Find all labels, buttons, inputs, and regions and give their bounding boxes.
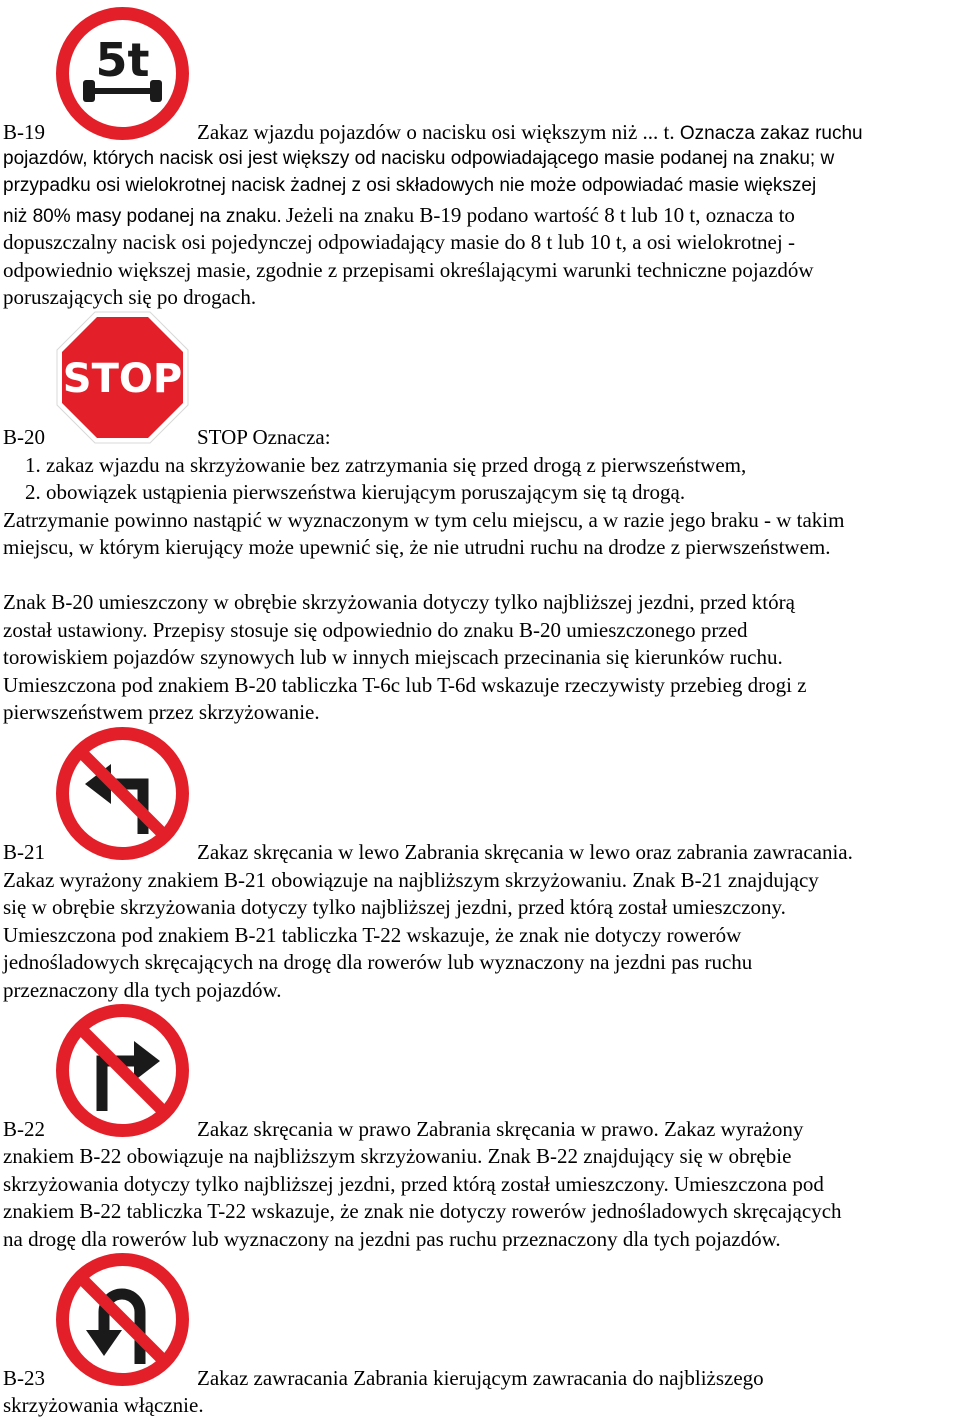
b19-line: przypadku osi wielokrotnej nacisk żadnej z osi składowych nie może odpowiadać masie większej	[3, 175, 817, 196]
b19-sign-text: 5t	[95, 33, 150, 87]
b21-line: Zakaz wyrażony znakiem B-21 obowiązuje na najbliższym skrzyżowaniu. Znak B-21 znajdujący	[3, 868, 819, 892]
b20-line: torowiskiem pojazdów szynowych lub w innych miejscach przecinania się kierunków ruchu.	[3, 645, 783, 669]
b20-line: Umieszczona pod znakiem B-20 tabliczka T-6c lub T-6d wskazuje rzeczywisty przebieg drogi z	[3, 673, 807, 697]
b19-line: poruszających się po drogach.	[3, 285, 257, 309]
b21-line: jednośladowych skręcających na drogę dla rowerów lub wyznaczony na jezdni pas ruchu	[3, 950, 753, 974]
b19-sign-icon	[55, 6, 190, 141]
b20-title: STOP Oznacza:	[197, 425, 331, 449]
b21-title: Zakaz skręcania w lewo Zabrania skręcania w lewo oraz zabrania zawracania.	[197, 840, 853, 864]
b19-line: pojazdów, których nacisk osi jest większy od nacisku odpowiadającego masie podanej na znaku; w	[3, 148, 835, 169]
b23-code: B-23	[3, 1366, 45, 1390]
b20-list-item: 2. obowiązek ustąpienia pierwszeństwa kierującym poruszającym się tą drogą.	[25, 480, 686, 504]
b20-code: B-20	[3, 425, 45, 449]
b22-line: znakiem B-22 obowiązuje na najbliższym skrzyżowaniu. Znak B-22 znajdujący się w obrębie	[3, 1144, 792, 1168]
b19-line-part: niż 80% masy podanej na znaku.	[3, 206, 282, 227]
b20-line: miejscu, w którym kierujący może upewnić się, że nie utrudni ruchu na drodze z pierwszeństwem.	[3, 535, 831, 559]
b21-code: B-21	[3, 840, 45, 864]
b19-title-tail: Oznacza zakaz ruchu	[674, 123, 863, 144]
b21-no-left-turn-icon	[55, 726, 190, 861]
b20-stop-sign-icon	[55, 310, 190, 445]
b20-line: Znak B-20 umieszczony w obrębie skrzyżowania dotyczy tylko najbliższej jezdni, przed którą	[3, 590, 795, 614]
b19-line: dopuszczalny nacisk osi pojedynczej odpowiadający masie do 8 t lub 10 t, a osi wielokrotnej -	[3, 230, 795, 254]
b23-no-u-turn-icon	[55, 1252, 190, 1387]
b22-line: skrzyżowania dotyczy tylko najbliższej jezdni, przed którą został umieszczony. Umieszczona pod	[3, 1172, 824, 1196]
b21-line: Umieszczona pod znakiem B-21 tabliczka T-22 wskazuje, że znak nie dotyczy rowerów	[3, 923, 742, 947]
b19-line: odpowiednio większej masie, zgodnie z przepisami określającymi warunki techniczne pojazdów	[3, 258, 814, 282]
b22-line: znakiem B-22 tabliczka T-22 wskazuje, że znak nie dotyczy rowerów jednośladowych skręcających	[3, 1199, 842, 1223]
b22-code: B-22	[3, 1117, 45, 1141]
b19-line-part: Jeżeli na znaku B-19 podano wartość 8 t lub 10 t, oznacza to	[285, 203, 795, 227]
b19-title	[197, 119, 863, 148]
b22-title: Zakaz skręcania w prawo Zabrania skręcania w prawo. Zakaz wyrażony	[197, 1117, 804, 1141]
b22-line: na drogę dla rowerów lub wyznaczony na jezdni pas ruchu przeznaczony dla tych pojazdów.	[3, 1227, 781, 1251]
b22-no-right-turn-icon	[55, 1003, 190, 1138]
b20-line: Zatrzymanie powinno nastąpić w wyznaczonym w tym celu miejscu, a w razie jego braku - w takim	[3, 508, 845, 532]
b20-line: pierwszeństwem przez skrzyżowanie.	[3, 700, 320, 724]
b23-line: skrzyżowania włącznie.	[3, 1393, 204, 1417]
b20-line: został ustawiony. Przepisy stosuje się odpowiednio do znaku B-20 umieszczonego przed	[3, 618, 748, 642]
b23-title: Zakaz zawracania Zabrania kierującym zawracania do najbliższego	[197, 1366, 764, 1390]
b19-line	[3, 202, 795, 230]
b20-list-item: 1. zakaz wjazdu na skrzyżowanie bez zatrzymania się przed drogą z pierwszeństwem,	[25, 453, 747, 477]
b21-line: się w obrębie skrzyżowania dotyczy tylko najbliższej jezdni, przed którą został umieszczony.	[3, 895, 786, 919]
b19-title-text: Zakaz wjazdu pojazdów o nacisku osi większym niż ... t.	[197, 120, 675, 144]
b21-line: przeznaczony dla tych pojazdów.	[3, 978, 282, 1002]
b19-code: B-19	[3, 120, 45, 144]
b20-sign-text: STOP	[62, 356, 183, 402]
